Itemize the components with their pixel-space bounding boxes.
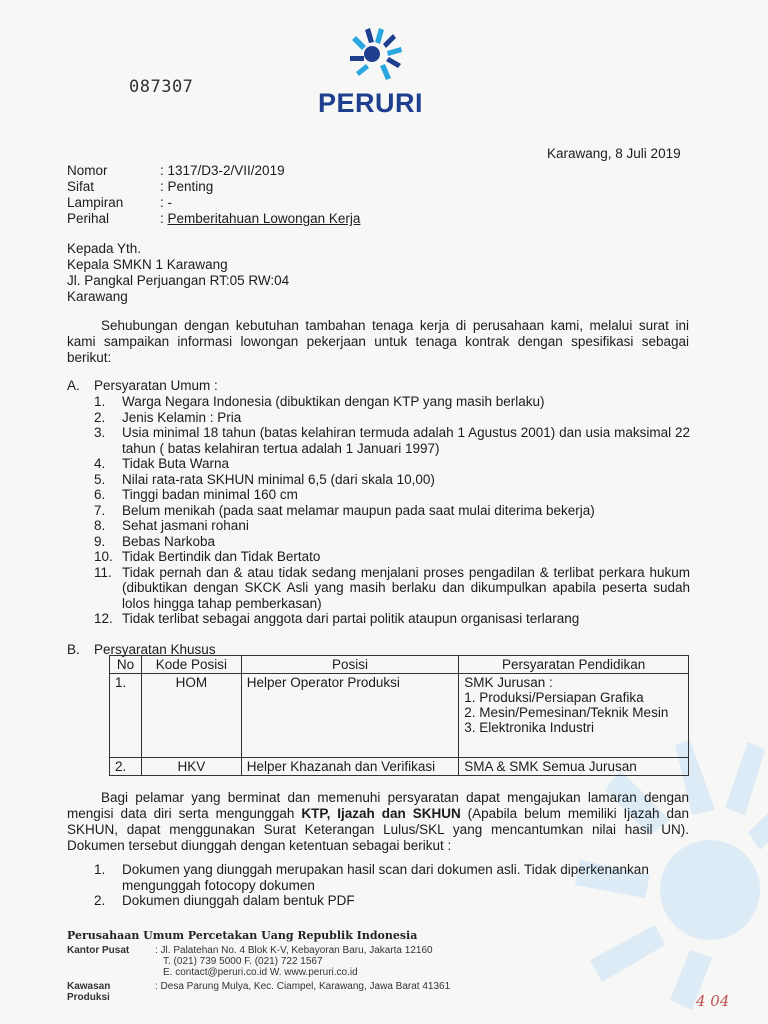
list-item: 2. Dokumen diunggah dalam bentuk PDF	[94, 893, 355, 908]
peruri-logo	[318, 26, 438, 126]
list-item: 2. Jenis Kelamin : Pria	[94, 409, 242, 425]
meta-row-perihal: Perihal : Pemberitahuan Lowongan Kerja	[67, 211, 361, 226]
letter-date: Karawang, 8 Juli 2019	[547, 146, 681, 161]
head-office-phone: T. (021) 739 5000 F. (021) 722 1567	[163, 956, 323, 967]
table-cell: 1.	[110, 674, 142, 758]
table-row	[110, 758, 689, 776]
production-area-address: : Desa Parung Mulya, Kec. Ciampel, Karawang, Jawa Barat 41361	[155, 981, 451, 992]
column-header: Posisi	[241, 656, 458, 674]
document-number: 087307	[129, 77, 194, 97]
recipient-line: Karawang	[67, 289, 128, 304]
subject-text: Pemberitahuan Lowongan Kerja	[167, 211, 361, 226]
section-a-title: Persyaratan Umum :	[94, 378, 218, 393]
general-requirements-list	[94, 394, 690, 627]
handwritten-initials: 4 04	[696, 992, 730, 1010]
recipient-block	[67, 241, 289, 305]
head-office-label: Kantor Pusat	[67, 945, 130, 956]
recipient-line: Jl. Pangkal Perjuangan RT:05 RW:04	[67, 273, 290, 288]
meta-row-nomor: Nomor : 1317/D3-2/VII/2019	[67, 163, 285, 178]
list-item: 5. Nilai rata-rata SKHUN minimal 6,5 (dari skala 10,00)	[94, 471, 435, 487]
recipient-line: Kepala SMKN 1 Karawang	[67, 257, 228, 272]
table-cell: SMK Jurusan : 1. Produksi/Persiapan Grafika 2. Mesin/Pemesinan/Teknik Mesin 3. Elektronika Industri	[459, 674, 689, 758]
list-item: 7. Belum menikah (pada saat melamar maupun pada saat mulai diterima bekerja)	[94, 502, 595, 518]
head-office-address: : Jl. Palatehan No. 4 Blok K-V, Kebayoran Baru, Jakarta 12160	[155, 945, 433, 956]
column-header: Kode Posisi	[141, 656, 241, 674]
meta-row-lampiran: Lampiran : -	[67, 195, 172, 210]
table-cell: Helper Khazanah dan Verifikasi	[241, 758, 458, 776]
list-item: 1. Dokumen yang diunggah merupakan hasil scan dari dokumen asli. Tidak diperkenankan mengunggah fotocopy dokumen	[94, 862, 649, 893]
column-header: Persyaratan Pendidikan	[459, 656, 689, 674]
list-item: 10. Tidak Bertindik dan Tidak Bertato	[94, 549, 321, 564]
list-item: 11. Tidak pernah dan & atau tidak sedang menjalani proses pengadilan & terlibat perkara hukum (dibuktikan dengan SKCK Asli yang masih berlaku dan dikumpulkan apabila peserta sudah lolos hingga tahap pemberkasan)	[94, 564, 690, 611]
intro-paragraph: Sehubungan dengan kebutuhan tambahan tenaga kerja di perusahaan kami, melalui surat ini kami sampaikan informasi lowongan pekerjaan untuk tenaga kontrak dengan spesifikasi sebagai berikut:	[67, 318, 689, 365]
production-area-label: Kawasan Produksi	[67, 981, 111, 1003]
company-name: Perusahaan Umum Percetakan Uang Republik Indonesia	[67, 929, 418, 942]
list-item: 6. Tinggi badan minimal 160 cm	[94, 487, 298, 502]
list-item: 9. Bebas Narkoba	[94, 533, 216, 549]
list-item: 12. Tidak terlibat sebagai anggota dari partai politik ataupun organisasi terlarang	[94, 611, 580, 626]
list-item: 4. Tidak Buta Warna	[94, 456, 230, 471]
letter-footer	[67, 929, 450, 1003]
recipient-line: Kepada Yth.	[67, 241, 142, 256]
letter-meta	[67, 163, 360, 227]
list-item: 1. Warga Negara Indonesia (dibuktikan dengan KTP yang masih berlaku)	[94, 394, 545, 409]
closing-paragraph: Bagi pelamar yang berminat dan memenuhi persyaratan dapat mengajukan lamaran dengan mengisi data diri serta mengunggah KTP, Ijazah dan SKHUN (Apabila belum memiliki Ijazah dan SKHUN, dapat menggunakan Surat Keterangan Lulus/SKL yang mencantumkan nilai hasil UN). Dokumen tersebut diunggah dengan ketentuan sebagai berikut :	[67, 790, 690, 853]
special-requirements-table	[109, 655, 689, 776]
list-item: 3. Usia minimal 18 tahun (batas kelahiran termuda adalah 1 Agustus 2001) dan usia maksimal 22 tahun ( batas kelahiran tertua adalah 1 Januari 1997)	[94, 425, 690, 456]
section-a-label: A.	[67, 378, 80, 393]
table-cell: Helper Operator Produksi	[241, 674, 458, 758]
table-cell: SMA & SMK Semua Jurusan	[459, 758, 689, 776]
table-row	[110, 674, 689, 758]
table-cell: HOM	[141, 674, 241, 758]
peruri-emblem-icon	[346, 26, 410, 86]
head-office-contact: E. contact@peruri.co.id W. www.peruri.co.id	[163, 967, 358, 978]
list-item: 8. Sehat jasmani rohani	[94, 518, 249, 533]
table-cell: 2.	[110, 758, 142, 776]
table-cell: HKV	[141, 758, 241, 776]
column-header: No	[110, 656, 142, 674]
table-header-row	[110, 656, 689, 674]
meta-row-sifat: Sifat : Penting	[67, 179, 214, 194]
required-documents: KTP, Ijazah dan SKHUN	[301, 806, 461, 821]
logo-wordmark: PERURI	[318, 88, 424, 118]
section-b-label: B.	[67, 642, 80, 657]
section-b-title: Persyaratan Khusus	[94, 642, 216, 657]
upload-rules-list	[94, 862, 690, 909]
